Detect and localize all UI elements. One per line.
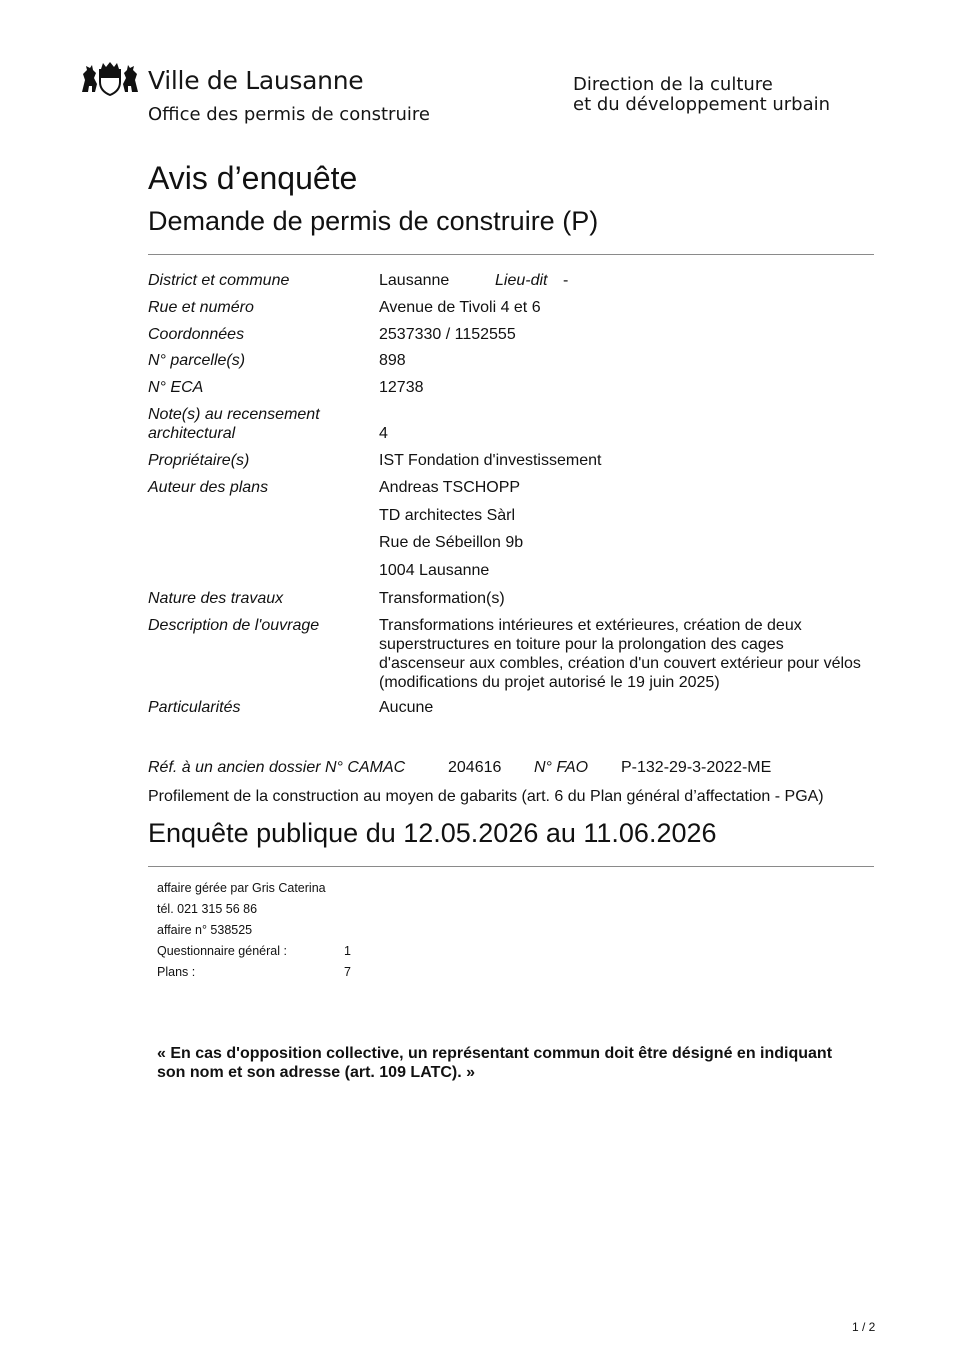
nature-value: Transformation(s) — [379, 590, 505, 607]
fao-value: P-132-29-3-2022-ME — [621, 759, 772, 776]
fao-label: N° FAO — [534, 759, 589, 776]
enquete-period: Enquête publique du 12.05.2026 au 11.06.2026 — [148, 818, 717, 848]
auteur-line: TD architectes Sàrl — [379, 507, 516, 524]
divider — [148, 866, 874, 867]
office-name: Office des permis de construire — [148, 104, 430, 125]
plans-label: Plans : — [157, 965, 196, 979]
proprietaire-value: IST Fondation d'investissement — [379, 452, 602, 469]
district-value: Lausanne — [379, 272, 450, 289]
description-line: (modifications du projet autorisé le 19 juin 2025) — [379, 674, 720, 691]
description-line: superstructures en toiture pour la prolongation des cages — [379, 636, 784, 653]
lieu-dit-value: - — [563, 272, 569, 289]
proprietaire-label: Propriétaire(s) — [148, 452, 250, 469]
parcelle-label: N° parcelle(s) — [148, 352, 246, 369]
camac-label: Réf. à un ancien dossier N° CAMAC — [148, 759, 406, 776]
description-label: Description de l'ouvrage — [148, 617, 320, 634]
divider — [148, 254, 874, 255]
nature-label: Nature des travaux — [148, 590, 284, 607]
eca-value: 12738 — [379, 379, 424, 396]
questionnaire-value: 1 — [344, 944, 351, 958]
district-label: District et commune — [148, 272, 290, 289]
coordonnees-value: 2537330 / 1152555 — [379, 326, 516, 343]
recensement-label-line-1: Note(s) au recensement — [148, 406, 320, 423]
profilement-text: Profilement de la construction au moyen de gabarits (art. 6 du Plan général d’affectation - PGA) — [148, 788, 824, 805]
coordonnees-label: Coordonnées — [148, 326, 245, 343]
notice-line-2: son nom et son adresse (art. 109 LATC). » — [157, 1064, 476, 1081]
auteur-line: 1004 Lausanne — [379, 562, 490, 579]
parcelle-value: 898 — [379, 352, 406, 369]
recensement-label-line-2: architectural — [148, 425, 236, 442]
rue-label: Rue et numéro — [148, 299, 254, 316]
direction-name — [573, 75, 830, 115]
telephone-text: tél. 021 315 56 86 — [157, 902, 258, 916]
organization-name: Ville de Lausanne — [148, 66, 364, 95]
recensement-value: 4 — [379, 425, 388, 442]
document-title: Avis d’enquête — [148, 160, 358, 196]
eca-label: N° ECA — [148, 379, 204, 396]
questionnaire-label: Questionnaire général : — [157, 944, 287, 958]
page-number: 1 / 2 — [852, 1320, 876, 1334]
lieu-dit-label: Lieu-dit — [495, 272, 548, 289]
direction-line-1: Direction de la culture — [573, 74, 773, 95]
notice-line-1: « En cas d'opposition collective, un représentant commun doit être désigné en indiquant — [157, 1045, 833, 1062]
affaire-number-text: affaire n° 538525 — [157, 923, 253, 937]
document-subtitle: Demande de permis de construire (P) — [148, 206, 599, 236]
auteur-line: Rue de Sébeillon 9b — [379, 534, 524, 551]
description-line: Transformations intérieures et extérieures, création de deux — [379, 617, 802, 634]
direction-line-2: et du développement urbain — [573, 94, 831, 115]
gere-par-text: affaire gérée par Gris Caterina — [157, 881, 326, 895]
plans-value: 7 — [344, 965, 351, 979]
opposition-notice — [157, 1044, 857, 1082]
rue-value: Avenue de Tivoli 4 et 6 — [379, 299, 541, 316]
auteur-label: Auteur des plans — [148, 479, 269, 496]
particularites-label: Particularités — [148, 699, 241, 716]
camac-value: 204616 — [448, 759, 502, 776]
description-line: d'ascenseur aux combles, création d'un couvert extérieur pour vélos — [379, 655, 861, 672]
auteur-line: Andreas TSCHOPP — [379, 479, 521, 496]
lausanne-coat-of-arms-logo — [80, 62, 140, 96]
particularites-value: Aucune — [379, 699, 434, 716]
